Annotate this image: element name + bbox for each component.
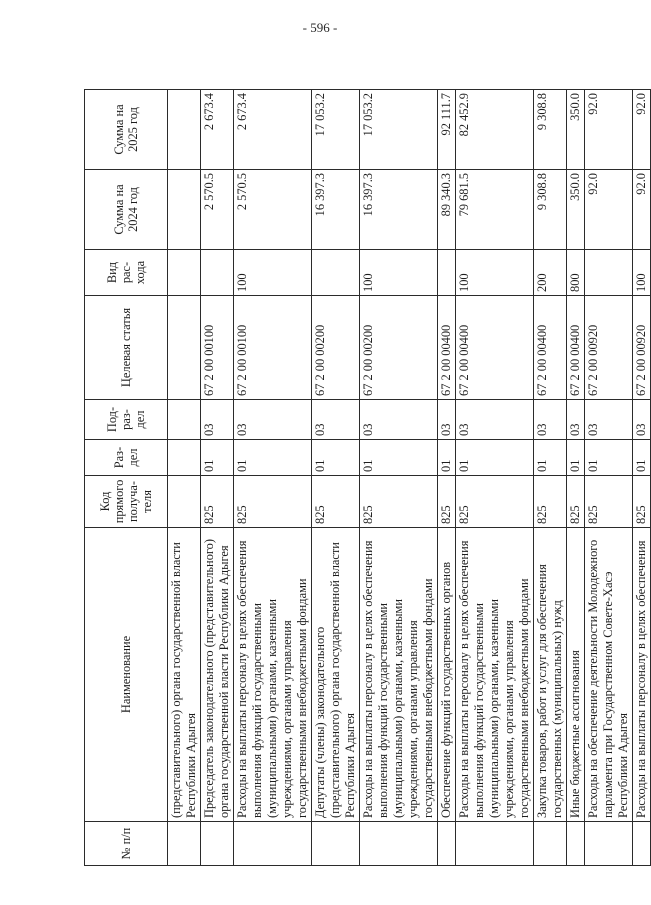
cell-subsection: 03 (234, 400, 312, 440)
cell-recipient-code: 825 (438, 476, 456, 528)
cell-expense-type (312, 250, 360, 296)
header-row (85, 90, 168, 866)
cell-section: 01 (360, 440, 438, 476)
table-row (585, 90, 633, 866)
cell-subsection: 03 (438, 400, 456, 440)
cell-section: 01 (234, 440, 312, 476)
col-header-number: № п/п (85, 822, 168, 866)
cell-name: (представительного) органа государственной власти Республики Адыгея (168, 528, 201, 822)
cell-expense-type: 100 (234, 250, 312, 296)
cell-sum-2024: 16 397.3 (312, 170, 360, 250)
cell-name: Расходы на выплаты персоналу в целях обеспечения выполнения функций государственными (муниципальными) органами, казенными учреждениями, органами управления государственными внебюджетными фондами (360, 528, 438, 822)
cell-target-item (168, 296, 201, 400)
cell-name: Иные бюджетные ассигнования (567, 528, 585, 822)
cell-recipient-code: 825 (585, 476, 633, 528)
table-row (567, 90, 585, 866)
col-header-expense-type: Вид рас- хода (85, 250, 168, 296)
cell-sum-2024: 2 570.5 (201, 170, 234, 250)
col-header-name: Наименование (85, 528, 168, 822)
cell-target-item: 67 2 00 00100 (234, 296, 312, 400)
cell-sum-2024: 9 308.8 (534, 170, 567, 250)
cell-subsection: 03 (201, 400, 234, 440)
table-row (201, 90, 234, 866)
cell-recipient-code: 825 (360, 476, 438, 528)
cell-expense-type (201, 250, 234, 296)
cell-name: Председатель законодательного (представительного) органа государственной власти Республики Адыгея (201, 528, 234, 822)
col-header-sum-2025: Сумма на 2025 год (85, 90, 168, 170)
cell-section: 01 (438, 440, 456, 476)
cell-recipient-code: 825 (234, 476, 312, 528)
col-header-section: Раз- дел (85, 440, 168, 476)
cell-name: Депутаты (члены) законодательного (представительного) органа государственной власти Республики Адыгея (312, 528, 360, 822)
table-row (168, 90, 201, 866)
cell-number (567, 822, 585, 866)
cell-target-item: 67 2 00 00100 (201, 296, 234, 400)
cell-target-item: 67 2 00 00400 (534, 296, 567, 400)
cell-subsection: 03 (534, 400, 567, 440)
cell-sum-2024: 350.0 (567, 170, 585, 250)
cell-sum-2024 (168, 170, 201, 250)
cell-number (234, 822, 312, 866)
cell-recipient-code: 825 (534, 476, 567, 528)
cell-name: Расходы на выплаты персоналу в целях обеспечения выполнения функций государственными (муниципальными) органами, казенными учреждениями, органами управления государственными внебюджетными фондами (456, 528, 534, 822)
table-row (438, 90, 456, 866)
cell-section: 01 (534, 440, 567, 476)
cell-section: 01 (456, 440, 534, 476)
cell-expense-type (585, 250, 633, 296)
cell-expense-type: 100 (456, 250, 534, 296)
cell-sum-2025: 82 452.9 (456, 90, 534, 170)
cell-section (168, 440, 201, 476)
cell-recipient-code: 825 (567, 476, 585, 528)
col-header-subsection: Под- раз- дел (85, 400, 168, 440)
cell-number (534, 822, 567, 866)
cell-name: Закупка товаров, работ и услуг для обеспечения государственных (муниципальных) нужд (534, 528, 567, 822)
cell-recipient-code: 825 (312, 476, 360, 528)
cell-subsection: 03 (456, 400, 534, 440)
cell-target-item: 67 2 00 00400 (438, 296, 456, 400)
cell-subsection: 03 (360, 400, 438, 440)
cell-recipient-code: 825 (456, 476, 534, 528)
cell-subsection (168, 400, 201, 440)
cell-recipient-code: 825 (201, 476, 234, 528)
col-header-sum-2024: Сумма на 2024 год (85, 170, 168, 250)
cell-sum-2025 (168, 90, 201, 170)
table-row (456, 90, 534, 866)
cell-number (633, 822, 651, 866)
cell-subsection: 03 (585, 400, 633, 440)
cell-expense-type (168, 250, 201, 296)
table-row (633, 90, 651, 866)
cell-sum-2025: 92.0 (585, 90, 633, 170)
table-row (312, 90, 360, 866)
cell-subsection: 03 (312, 400, 360, 440)
cell-expense-type: 100 (360, 250, 438, 296)
cell-name: Расходы на выплаты персоналу в целях обеспечения выполнения функций государственными (муниципальными) органами, казенными учреждениями, органами управления государственными внебюджетными фондами (234, 528, 312, 822)
cell-expense-type: 200 (534, 250, 567, 296)
cell-recipient-code (168, 476, 201, 528)
cell-sum-2024: 92.0 (585, 170, 633, 250)
cell-sum-2024: 89 340.3 (438, 170, 456, 250)
cell-sum-2024: 16 397.3 (360, 170, 438, 250)
cell-sum-2025: 17 053.2 (360, 90, 438, 170)
cell-subsection: 03 (567, 400, 585, 440)
cell-expense-type (438, 250, 456, 296)
cell-number (438, 822, 456, 866)
cell-number (312, 822, 360, 866)
cell-recipient-code: 825 (633, 476, 651, 528)
cell-sum-2025: 2 673.4 (234, 90, 312, 170)
cell-sum-2025: 2 673.4 (201, 90, 234, 170)
cell-sum-2025: 92 111.7 (438, 90, 456, 170)
cell-sum-2025: 17 053.2 (312, 90, 360, 170)
rotated-table-wrapper (84, 90, 648, 866)
cell-section: 01 (312, 440, 360, 476)
cell-sum-2024: 79 681.5 (456, 170, 534, 250)
cell-number (360, 822, 438, 866)
cell-number (456, 822, 534, 866)
cell-section: 01 (585, 440, 633, 476)
cell-target-item: 67 2 00 00920 (633, 296, 651, 400)
cell-target-item: 67 2 00 00920 (585, 296, 633, 400)
cell-section: 01 (633, 440, 651, 476)
col-header-recipient-code: Код прямого получа- теля (85, 476, 168, 528)
budget-table (84, 89, 651, 866)
cell-section: 01 (201, 440, 234, 476)
cell-name: Обеспечение функций государственных органов (438, 528, 456, 822)
table-row (360, 90, 438, 866)
cell-sum-2024: 92.0 (633, 170, 651, 250)
table-row (534, 90, 567, 866)
cell-sum-2025: 9 308.8 (534, 90, 567, 170)
cell-target-item: 67 2 00 00400 (567, 296, 585, 400)
cell-name: Расходы на обеспечение деятельности Молодежного парламента при Государственном Совете-Хасэ Республики Адыгея (585, 528, 633, 822)
cell-sum-2025: 350.0 (567, 90, 585, 170)
cell-number (201, 822, 234, 866)
cell-section: 01 (567, 440, 585, 476)
cell-expense-type: 800 (567, 250, 585, 296)
cell-sum-2025: 92.0 (633, 90, 651, 170)
cell-number (585, 822, 633, 866)
cell-number (168, 822, 201, 866)
cell-subsection: 03 (633, 400, 651, 440)
cell-sum-2024: 2 570.5 (234, 170, 312, 250)
cell-target-item: 67 2 00 00200 (360, 296, 438, 400)
cell-expense-type: 100 (633, 250, 651, 296)
cell-target-item: 67 2 00 00200 (312, 296, 360, 400)
cell-name: Расходы на выплаты персоналу в целях обеспечения (633, 528, 651, 822)
table-row (234, 90, 312, 866)
cell-target-item: 67 2 00 00400 (456, 296, 534, 400)
page-number: - 596 - (302, 20, 338, 35)
col-header-target-item: Целевая статья (85, 296, 168, 400)
